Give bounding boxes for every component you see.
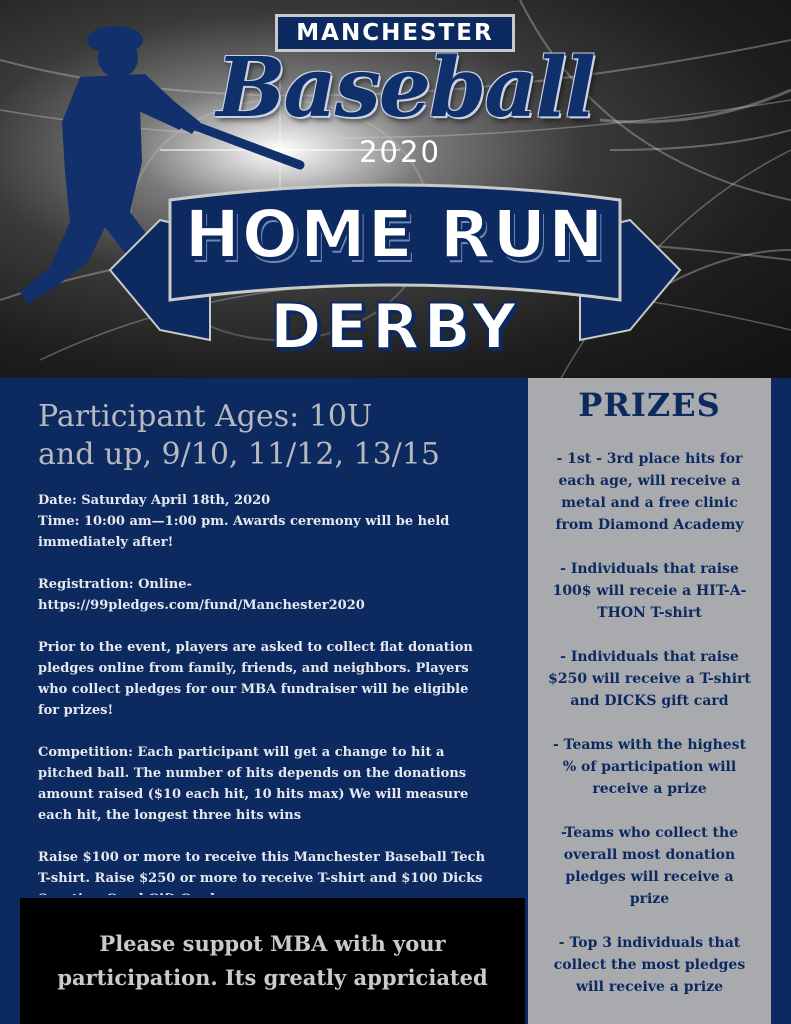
event-title-line1: HOME RUN xyxy=(184,196,606,273)
pledges-text: Prior to the event, players are asked to collect flat donation pledges online from family, friends, and neighbors. Players who collect pledges for our MBA fundraiser will be eligible for prizes! xyxy=(38,640,473,718)
raise-text: Raise $100 or more to receive this Manchester Baseball Tech T-shirt. Raise $250 or more to receive T-shirt and $100 Dicks xyxy=(38,850,486,886)
event-time: Time: 10:00 am—1:00 pm. Awards ceremony will be held immediately after! xyxy=(38,514,450,550)
prizes-edge-strip xyxy=(771,378,791,1024)
event-title-line2: DERBY xyxy=(270,290,521,363)
prizes-panel xyxy=(528,378,771,1024)
prize-item: - 1st - 3rd place hits for each age, will receive a metal and a free clinic from Diamond Academy xyxy=(555,451,744,533)
support-message-box xyxy=(20,898,525,1024)
event-year: 2020 xyxy=(359,135,441,169)
prize-item: - Top 3 individuals that collect the most pledges will receive a prize xyxy=(553,935,746,995)
prize-item: -Teams who collect the overall most donation pledges will receive a prize xyxy=(560,825,739,907)
registration-link[interactable]: https://99pledges.com/fund/Manchester2020 xyxy=(38,598,365,613)
registration-label: Registration: Online- xyxy=(38,577,192,592)
headline-line1: Participant Ages: 10U xyxy=(38,399,373,434)
script-title: Baseball xyxy=(216,40,594,136)
prize-item: - Individuals that raise $250 will receive a T-shirt and DICKS gift card xyxy=(548,649,751,709)
event-details-panel xyxy=(0,378,528,895)
brand-name: MANCHESTER xyxy=(296,20,494,46)
support-message: Please suppot MBA with your participation. Its greatly appriciated xyxy=(57,931,488,990)
prize-item: - Teams with the highest % of participation will receive a prize xyxy=(552,737,747,797)
participant-ages-heading xyxy=(38,398,492,474)
headline-line2: and up, 9/10, 11/12, 13/15 xyxy=(38,437,440,472)
event-info xyxy=(38,490,492,910)
prizes-title: PRIZES xyxy=(578,386,721,424)
event-date: Date: Saturday April 18th, 2020 xyxy=(38,493,271,508)
hero-banner xyxy=(0,0,791,378)
competition-text: Competition: Each participant will get a change to hit a pitched ball. The number of hits depends on the donations amount raised ($10 each hit, 10 hits max) We will measure each hit, the longest three hits wins xyxy=(38,745,469,823)
prize-item: - Individuals that raise 100$ will receie a HIT-A-THON T-shirt xyxy=(552,561,747,621)
